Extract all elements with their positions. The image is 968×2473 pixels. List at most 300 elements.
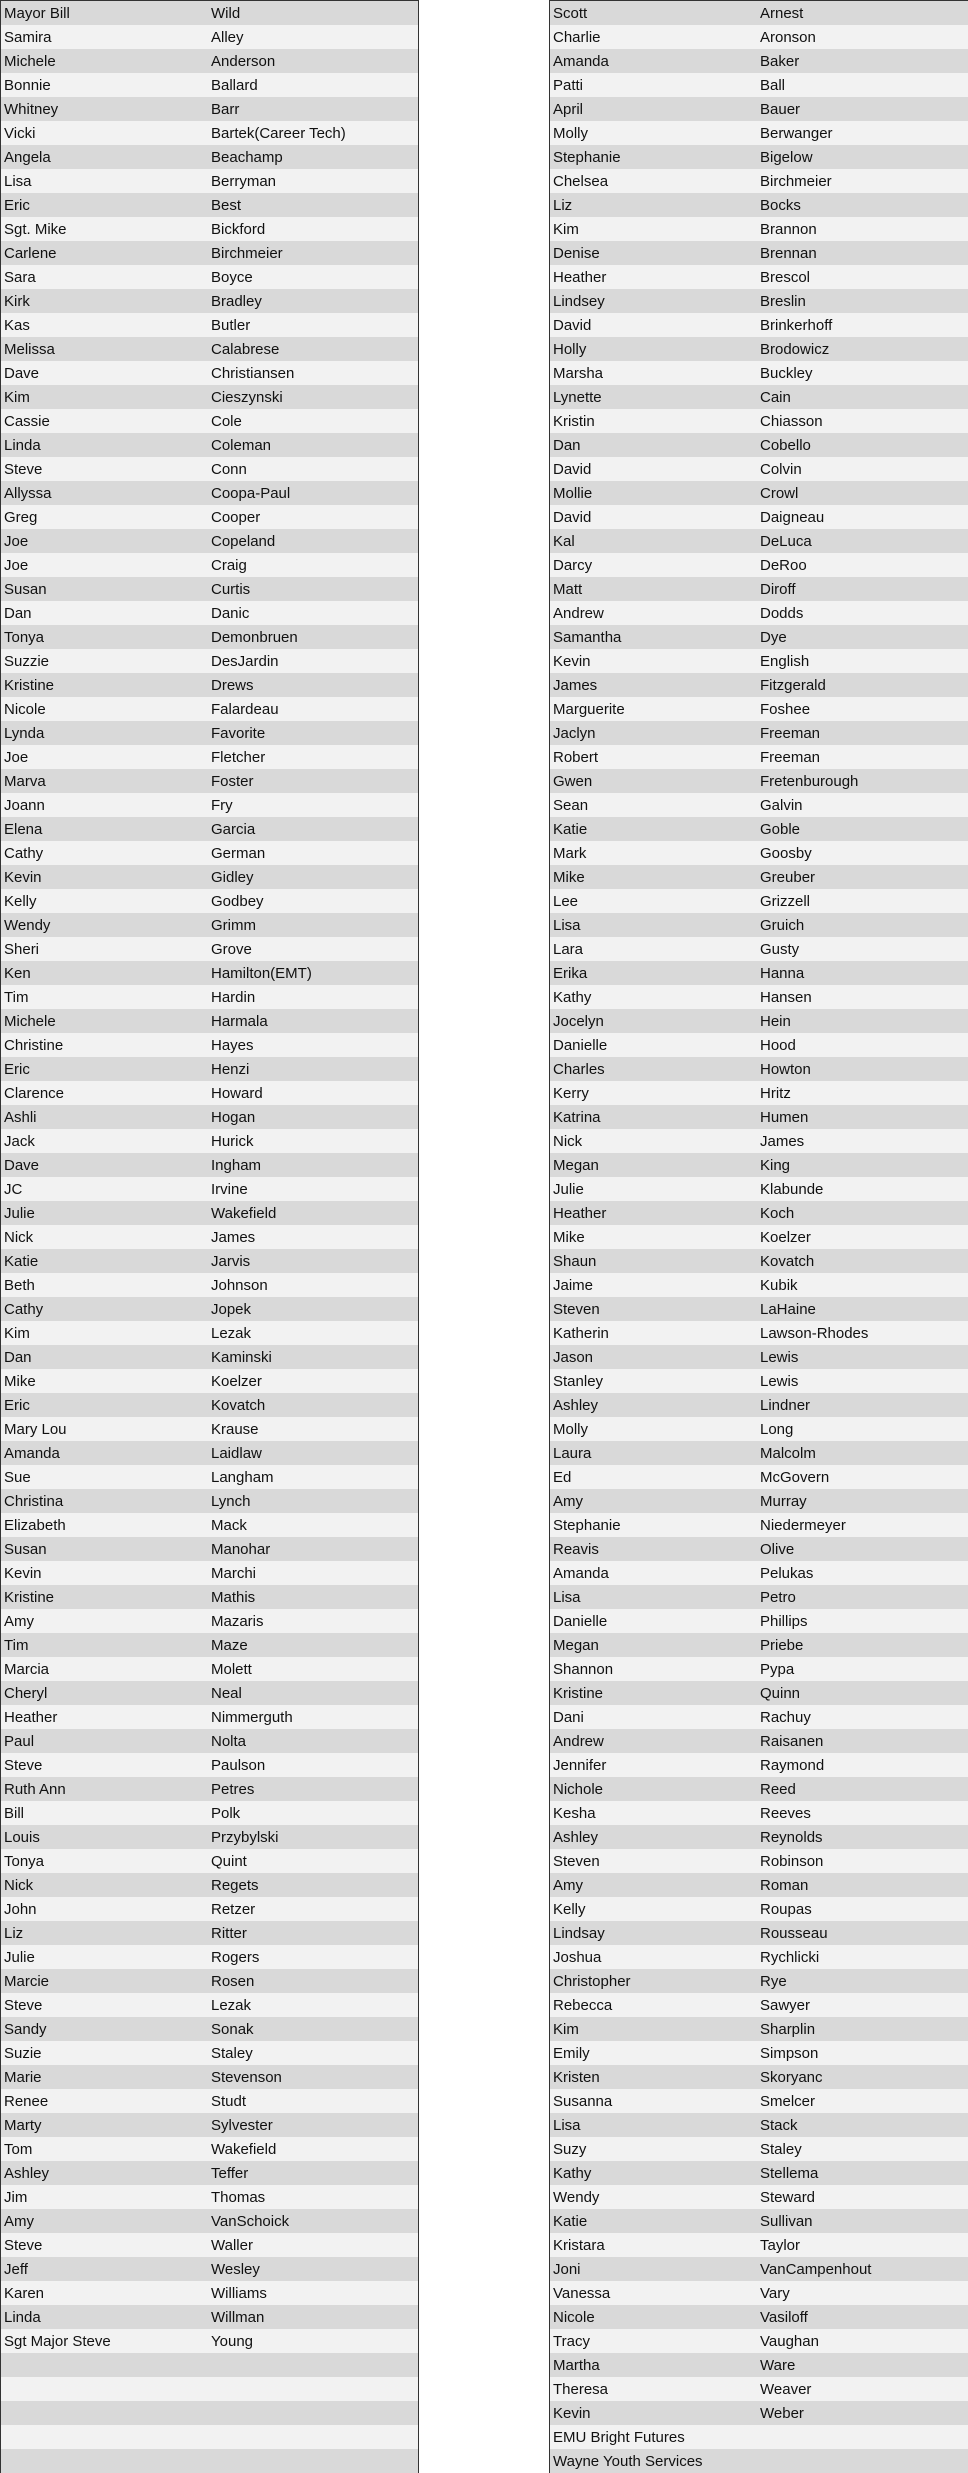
last-name-cell: Ballard [211, 76, 258, 94]
last-name-cell: Reynolds [760, 1828, 823, 1846]
first-name-cell: Allyssa [4, 484, 52, 502]
first-name-cell: Kevin [553, 652, 591, 670]
last-name-cell: Hein [760, 1012, 791, 1030]
first-name-cell: Amy [4, 1612, 34, 1630]
last-name-cell: Hood [760, 1036, 796, 1054]
table-row [1, 2329, 418, 2353]
last-name-cell: Vaughan [760, 2332, 819, 2350]
table-row [1, 769, 418, 793]
first-name-cell: Katie [4, 1252, 39, 1270]
last-name-cell: Polk [211, 1804, 241, 1822]
last-name-cell: Fitzgerald [760, 676, 826, 694]
first-name-cell: David [553, 316, 592, 334]
first-name-cell: Megan [553, 1156, 599, 1174]
first-name-cell: Emily [553, 2044, 590, 2062]
first-name-cell: Tom [4, 2140, 33, 2158]
first-name-cell: David [553, 460, 592, 478]
last-name-cell: DesJardin [211, 652, 279, 670]
table-row [550, 2137, 968, 2161]
first-name-cell: Amy [553, 1492, 583, 1510]
last-name-cell: Hayes [211, 1036, 254, 1054]
table-row [1, 1177, 418, 1201]
last-name-cell: German [211, 844, 266, 862]
first-name-cell: Nicole [4, 700, 46, 718]
table-row [550, 1345, 968, 1369]
first-name-cell: Amy [4, 2212, 34, 2230]
last-name-cell: Langham [211, 1468, 274, 1486]
first-name-cell: Dave [4, 1156, 40, 1174]
right-name-table [549, 0, 968, 2473]
table-row [1, 1225, 418, 1249]
last-name-cell: Gusty [760, 940, 800, 958]
table-row [550, 49, 968, 73]
first-name-cell: Lynda [4, 724, 45, 742]
first-name-cell: JC [4, 1180, 23, 1198]
first-name-cell: Kristen [553, 2068, 600, 2086]
last-name-cell: Beachamp [211, 148, 283, 166]
last-name-cell: Dodds [760, 604, 804, 622]
last-name-cell: Paulson [211, 1756, 266, 1774]
last-name-cell: Wild [211, 4, 241, 22]
first-name-cell: Jaclyn [553, 724, 596, 742]
table-row [1, 217, 418, 241]
first-name-cell: Chelsea [553, 172, 609, 190]
last-name-cell: Galvin [760, 796, 803, 814]
last-name-cell: Daigneau [760, 508, 825, 526]
last-name-cell: Conn [211, 460, 247, 478]
first-name-cell: Kristine [4, 1588, 55, 1606]
table-row [1, 121, 418, 145]
table-row [1, 313, 418, 337]
first-name-cell: Vanessa [553, 2284, 611, 2302]
first-name-cell: Patti [553, 76, 584, 94]
last-name-cell: Brodowicz [760, 340, 830, 358]
table-row [1, 1, 418, 25]
last-name-cell: Phillips [760, 1612, 808, 1630]
first-name-cell: Amy [553, 1876, 583, 1894]
first-name-cell: Lindsay [553, 1924, 605, 1942]
first-name-cell: Ashli [4, 1108, 37, 1126]
table-row [550, 1225, 968, 1249]
last-name-cell: Goosby [760, 844, 812, 862]
last-name-cell: Raymond [760, 1756, 825, 1774]
last-name-cell: VanCampenhout [760, 2260, 872, 2278]
table-row [1, 1897, 418, 1921]
last-name-cell: Favorite [211, 724, 266, 742]
table-row [1, 433, 418, 457]
last-name-cell: Cieszynski [211, 388, 283, 406]
last-name-cell: Steward [760, 2188, 816, 2206]
first-name-cell: Marsha [553, 364, 604, 382]
table-row [550, 673, 968, 697]
first-name-cell: Ashley [553, 1396, 599, 1414]
table-row [1, 1081, 418, 1105]
first-name-cell: Elizabeth [4, 1516, 66, 1534]
first-name-cell: Katherin [553, 1324, 609, 1342]
first-name-cell: Heather [553, 268, 607, 286]
last-name-cell: Maze [211, 1636, 248, 1654]
last-name-cell: Bigelow [760, 148, 813, 166]
first-name-cell: Steven [553, 1300, 600, 1318]
last-name-cell: Birchmeier [760, 172, 832, 190]
table-row [1, 673, 418, 697]
table-row [1, 1657, 418, 1681]
table-row [1, 553, 418, 577]
last-name-cell: Koch [760, 1204, 795, 1222]
table-row [550, 1609, 968, 1633]
table-row [1, 1609, 418, 1633]
last-name-cell: Priebe [760, 1636, 804, 1654]
last-name-cell: McGovern [760, 1468, 830, 1486]
first-name-cell: Linda [4, 436, 41, 454]
table-row [550, 2113, 968, 2137]
table-row [1, 289, 418, 313]
first-name-cell: Clarence [4, 1084, 65, 1102]
table-row [1, 1801, 418, 1825]
table-row [550, 217, 968, 241]
last-name-cell: Barr [211, 100, 240, 118]
last-name-cell: VanSchoick [211, 2212, 290, 2230]
table-row [1, 145, 418, 169]
last-name-cell: Teffer [211, 2164, 249, 2182]
table-row [1, 1945, 418, 1969]
last-name-cell: Anderson [211, 52, 276, 70]
table-row [1, 2353, 418, 2377]
first-name-cell: Kal [553, 532, 575, 550]
table-row [550, 1153, 968, 1177]
table-row [1, 1249, 418, 1273]
last-name-cell: Breslin [760, 292, 806, 310]
last-name-cell: Boyce [211, 268, 253, 286]
table-row [1, 2065, 418, 2089]
first-name-cell: Marty [4, 2116, 42, 2134]
table-row [550, 937, 968, 961]
first-name-cell: Lisa [553, 2116, 581, 2134]
first-name-cell: Sandy [4, 2020, 47, 2038]
table-row [1, 2281, 418, 2305]
table-row [1, 793, 418, 817]
first-name-cell: Lara [553, 940, 584, 958]
last-name-cell: Niedermeyer [760, 1516, 846, 1534]
table-row [550, 1513, 968, 1537]
first-name-cell: Danielle [553, 1036, 608, 1054]
last-name-cell: Irvine [211, 1180, 248, 1198]
first-name-cell: Bill [4, 1804, 25, 1822]
first-name-cell: Martha [553, 2356, 600, 2374]
first-name-cell: Amanda [553, 52, 609, 70]
first-name-cell: Whitney [4, 100, 59, 118]
last-name-cell: Lezak [211, 1996, 252, 2014]
last-name-cell: LaHaine [760, 1300, 816, 1318]
table-row [550, 1633, 968, 1657]
table-row [1, 1513, 418, 1537]
table-row [1, 1441, 418, 1465]
first-name-cell: Sara [4, 268, 36, 286]
first-name-cell: Eric [4, 1396, 30, 1414]
first-name-cell: Mike [553, 868, 585, 886]
last-name-cell: Sawyer [760, 1996, 811, 2014]
first-name-cell: Lynette [553, 388, 602, 406]
last-name-cell: DeRoo [760, 556, 807, 574]
table-row [1, 1537, 418, 1561]
table-row [550, 1657, 968, 1681]
first-name-cell: Jack [4, 1132, 35, 1150]
table-row [550, 193, 968, 217]
table-row [1, 817, 418, 841]
first-name-cell: Andrew [553, 1732, 604, 1750]
last-name-cell: Crowl [760, 484, 799, 502]
first-name-cell: Lisa [4, 172, 32, 190]
table-row [1, 1969, 418, 1993]
last-name-cell: Raisanen [760, 1732, 824, 1750]
last-name-cell: Weber [760, 2404, 804, 2422]
table-row [550, 2161, 968, 2185]
table-row [1, 1993, 418, 2017]
last-name-cell: Kovatch [211, 1396, 266, 1414]
first-name-cell: Laura [553, 1444, 592, 1462]
table-row [550, 1249, 968, 1273]
table-row [1, 721, 418, 745]
first-name-cell: Ashley [4, 2164, 50, 2182]
left-name-table [0, 0, 419, 2473]
table-row [1, 697, 418, 721]
first-name-cell: Cathy [4, 1300, 44, 1318]
first-name-cell: Kerry [553, 1084, 589, 1102]
first-name-cell: Kevin [4, 868, 42, 886]
table-row [550, 313, 968, 337]
last-name-cell: Berryman [211, 172, 277, 190]
table-row [1, 1057, 418, 1081]
table-row [550, 1465, 968, 1489]
table-row [1, 1585, 418, 1609]
table-row [1, 2233, 418, 2257]
first-name-cell: Wayne Youth Services [553, 2452, 703, 2470]
last-name-cell: Olive [760, 1540, 795, 1558]
table-row [1, 889, 418, 913]
last-name-cell: Staley [760, 2140, 802, 2158]
last-name-cell: DeLuca [760, 532, 812, 550]
last-name-cell: Rousseau [760, 1924, 828, 1942]
table-row [550, 793, 968, 817]
table-row [550, 385, 968, 409]
last-name-cell: Petres [211, 1780, 255, 1798]
table-row [550, 2209, 968, 2233]
table-row [550, 1033, 968, 1057]
last-name-cell: Godbey [211, 892, 264, 910]
first-name-cell: Nick [4, 1876, 34, 1894]
first-name-cell: Lisa [553, 916, 581, 934]
table-row [550, 1753, 968, 1777]
first-name-cell: Katie [553, 820, 588, 838]
table-row [550, 433, 968, 457]
first-name-cell: Michele [4, 52, 56, 70]
first-name-cell: Theresa [553, 2380, 609, 2398]
last-name-cell: Rye [760, 1972, 787, 1990]
first-name-cell: Mary Lou [4, 1420, 67, 1438]
first-name-cell: Marcia [4, 1660, 50, 1678]
last-name-cell: Henzi [211, 1060, 250, 1078]
last-name-cell: Alley [211, 28, 244, 46]
last-name-cell: Roupas [760, 1900, 812, 1918]
last-name-cell: Goble [760, 820, 801, 838]
last-name-cell: Waller [211, 2236, 253, 2254]
last-name-cell: Christiansen [211, 364, 295, 382]
table-row [1, 193, 418, 217]
first-name-cell: Mike [4, 1372, 36, 1390]
last-name-cell: Copeland [211, 532, 276, 550]
first-name-cell: Louis [4, 1828, 40, 1846]
last-name-cell: Diroff [760, 580, 796, 598]
table-row [550, 1105, 968, 1129]
table-row [550, 1441, 968, 1465]
table-row [550, 2329, 968, 2353]
table-row [550, 625, 968, 649]
table-row [550, 1777, 968, 1801]
table-row [1, 1465, 418, 1489]
first-name-cell: Lee [553, 892, 579, 910]
last-name-cell: Vasiloff [760, 2308, 808, 2326]
table-row [1, 385, 418, 409]
first-name-cell: Samira [4, 28, 52, 46]
last-name-cell: Grimm [211, 916, 256, 934]
table-row [550, 1585, 968, 1609]
first-name-cell: Liz [553, 196, 573, 214]
first-name-cell: Steve [4, 1996, 43, 2014]
first-name-cell: Charlie [553, 28, 601, 46]
last-name-cell: Stellema [760, 2164, 819, 2182]
first-name-cell: Vicki [4, 124, 36, 142]
table-row [550, 73, 968, 97]
table-row [1, 2257, 418, 2281]
table-row [550, 1273, 968, 1297]
table-row [550, 1393, 968, 1417]
first-name-cell: Kathy [553, 988, 592, 1006]
first-name-cell: Julie [4, 1948, 35, 1966]
last-name-cell: Harmala [211, 1012, 268, 1030]
table-row [1, 1705, 418, 1729]
last-name-cell: Johnson [211, 1276, 268, 1294]
table-row [1, 913, 418, 937]
first-name-cell: Linda [4, 2308, 41, 2326]
last-name-cell: Rachuy [760, 1708, 811, 1726]
last-name-cell: Wesley [211, 2260, 260, 2278]
last-name-cell: Lynch [211, 1492, 251, 1510]
first-name-cell: Kas [4, 316, 30, 334]
first-name-cell: Tonya [4, 1852, 45, 1870]
last-name-cell: Coopa-Paul [211, 484, 291, 502]
first-name-cell: Kim [4, 388, 30, 406]
table-row [1, 937, 418, 961]
last-name-cell: Aronson [760, 28, 816, 46]
table-row [1, 361, 418, 385]
last-name-cell: Brennan [760, 244, 817, 262]
table-row [550, 1009, 968, 1033]
first-name-cell: Beth [4, 1276, 35, 1294]
table-row [550, 961, 968, 985]
table-row [550, 145, 968, 169]
first-name-cell: Dan [4, 1348, 32, 1366]
table-row [550, 25, 968, 49]
last-name-cell: King [760, 1156, 791, 1174]
table-row [1, 97, 418, 121]
first-name-cell: Carlene [4, 244, 57, 262]
table-row [1, 1369, 418, 1393]
first-name-cell: Susanna [553, 2092, 613, 2110]
last-name-cell: Chiasson [760, 412, 823, 430]
first-name-cell: Jason [553, 1348, 594, 1366]
last-name-cell: Fry [211, 796, 233, 814]
last-name-cell: Marchi [211, 1564, 257, 1582]
last-name-cell: Lawson-Rhodes [760, 1324, 869, 1342]
table-row [550, 121, 968, 145]
table-row [1, 1921, 418, 1945]
table-row [550, 2065, 968, 2089]
table-row [1, 1393, 418, 1417]
first-name-cell: Karen [4, 2284, 45, 2302]
first-name-cell: Amanda [553, 1564, 609, 1582]
table-row [1, 337, 418, 361]
first-name-cell: Steven [553, 1852, 600, 1870]
table-row [550, 1993, 968, 2017]
table-row [1, 577, 418, 601]
last-name-cell: Fletcher [211, 748, 266, 766]
last-name-cell: Kubik [760, 1276, 798, 1294]
first-name-cell: Christine [4, 1036, 64, 1054]
last-name-cell: Gidley [211, 868, 254, 886]
first-name-cell: Greg [4, 508, 38, 526]
first-name-cell: Megan [553, 1636, 599, 1654]
first-name-cell: Tim [4, 988, 29, 1006]
first-name-cell: Molly [553, 1420, 589, 1438]
first-name-cell: Liz [4, 1924, 24, 1942]
table-row [1, 2017, 418, 2041]
first-name-cell: Mayor Bill [4, 4, 70, 22]
first-name-cell: Stephanie [553, 1516, 621, 1534]
last-name-cell: Freeman [760, 724, 821, 742]
last-name-cell: English [760, 652, 810, 670]
first-name-cell: Ashley [553, 1828, 599, 1846]
table-row [1, 2377, 418, 2401]
last-name-cell: Kovatch [760, 1252, 815, 1270]
table-row [1, 1129, 418, 1153]
last-name-cell: Curtis [211, 580, 251, 598]
last-name-cell: Cooper [211, 508, 261, 526]
first-name-cell: Suzzie [4, 652, 50, 670]
first-name-cell: Dave [4, 364, 40, 382]
table-row [1, 481, 418, 505]
table-row [550, 1417, 968, 1441]
table-row [1, 2089, 418, 2113]
first-name-cell: Susan [4, 1540, 47, 1558]
last-name-cell: Laidlaw [211, 1444, 262, 1462]
first-name-cell: Stanley [553, 1372, 604, 1390]
table-row [1, 841, 418, 865]
last-name-cell: Mazaris [211, 1612, 264, 1630]
last-name-cell: Howard [211, 1084, 263, 1102]
last-name-cell: Colvin [760, 460, 802, 478]
table-row [550, 361, 968, 385]
first-name-cell: Kevin [4, 1564, 42, 1582]
table-row [1, 1153, 418, 1177]
first-name-cell: Gwen [553, 772, 593, 790]
table-row [1, 745, 418, 769]
last-name-cell: Przybylski [211, 1828, 279, 1846]
last-name-cell: James [760, 1132, 805, 1150]
first-name-cell: Stephanie [553, 148, 621, 166]
last-name-cell: Brannon [760, 220, 817, 238]
first-name-cell: Tim [4, 1636, 29, 1654]
last-name-cell: Baker [760, 52, 800, 70]
